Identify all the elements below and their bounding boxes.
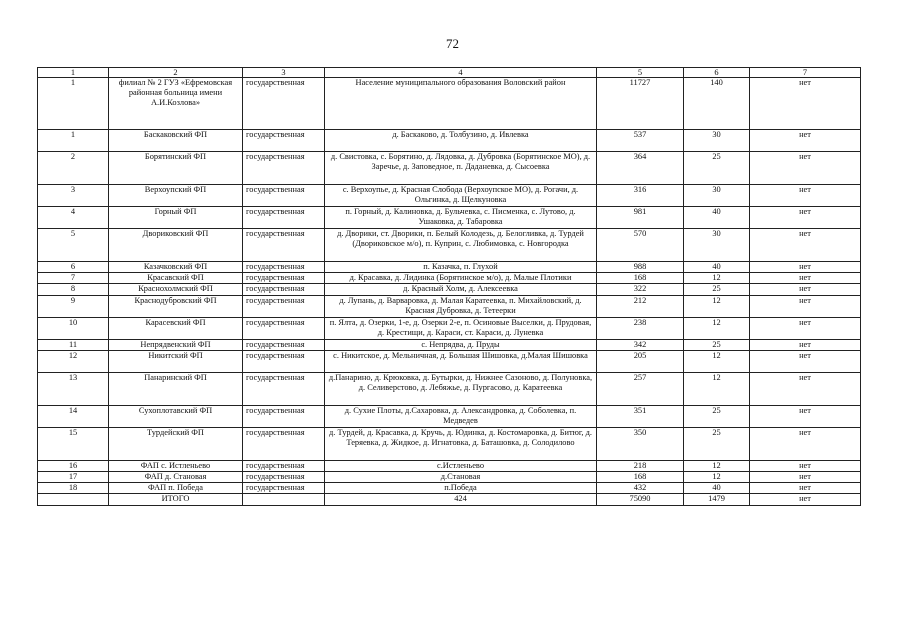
population: 168 [597,273,684,284]
total-service-area: 424 [325,494,597,505]
table-row [38,284,861,295]
column-header: 3 [243,68,325,78]
population: 988 [597,262,684,273]
total-row [38,494,861,505]
ownership-form: государственная [243,472,325,483]
ownership-form: государственная [243,350,325,372]
facility-name: Карасевский ФП [109,317,243,339]
ownership-form: государственная [243,405,325,427]
facility-name: Панаринский ФП [109,372,243,405]
total-row-number [38,494,109,505]
table-row [38,207,861,229]
table-row [38,295,861,317]
population: 205 [597,350,684,372]
facility-name: Двориковский ФП [109,229,243,262]
row-number: 17 [38,472,109,483]
ownership-form: государственная [243,483,325,494]
facility-name: Сухоплотавский ФП [109,405,243,427]
status: нет [750,152,861,185]
facility-name: Баскаковский ФП [109,130,243,152]
total-facility-name: ИТОГО [109,494,243,505]
population: 351 [597,405,684,427]
facility-name: филиал № 2 ГУЗ «Ефремовская районная больница имени А.И.Козлова» [109,78,243,130]
row-number: 1 [38,130,109,152]
table-row [38,427,861,460]
ownership-form: государственная [243,273,325,284]
table-row [38,350,861,372]
status: нет [750,130,861,152]
population: 981 [597,207,684,229]
service-area: с. Никитское, д. Мельничная, д. Большая Шишовка, д.Малая Шишовка [325,350,597,372]
facility-name: Красавский ФП [109,273,243,284]
service-area: п. Ялта, д. Озерки, 1-е, д. Озерки 2-е, п. Осиновые Выселки, д. Прудовая, д. Крестищи, д. Караси, ст. Караси, д. Луневка [325,317,597,339]
facility-name: Краснохолмский ФП [109,284,243,295]
table-row [38,405,861,427]
status: нет [750,460,861,471]
service-area: п.Победа [325,483,597,494]
column-header: 6 [684,68,750,78]
population: 432 [597,483,684,494]
population: 238 [597,317,684,339]
page-number: 72 [446,36,459,51]
table-row [38,130,861,152]
capacity: 12 [684,350,750,372]
total-ownership-form [243,494,325,505]
capacity: 25 [684,427,750,460]
capacity: 12 [684,273,750,284]
capacity: 12 [684,372,750,405]
capacity: 25 [684,284,750,295]
status: нет [750,350,861,372]
status: нет [750,185,861,207]
table-row [38,472,861,483]
status: нет [750,207,861,229]
row-number: 4 [38,207,109,229]
capacity: 40 [684,262,750,273]
service-area: п. Горный, д. Калиновка, д. Бульчевка, с. Писменка, с. Лутово, д. Ушаковка, д. Табаровка [325,207,597,229]
service-area: д. Красавка, д. Лидинка (Борятинское м/о), д. Малые Плотики [325,273,597,284]
status: нет [750,427,861,460]
service-area: д. Красный Холм, д. Алексеевка [325,284,597,295]
row-number: 16 [38,460,109,471]
population: 570 [597,229,684,262]
row-number: 1 [38,78,109,130]
ownership-form: государственная [243,284,325,295]
total-capacity: 1479 [684,494,750,505]
status: нет [750,317,861,339]
capacity: 12 [684,460,750,471]
ownership-form: государственная [243,372,325,405]
facility-name: ФАП с. Истленьево [109,460,243,471]
population: 212 [597,295,684,317]
status: нет [750,78,861,130]
row-number: 7 [38,273,109,284]
ownership-form: государственная [243,78,325,130]
population: 364 [597,152,684,185]
population: 537 [597,130,684,152]
facility-name: Краснодубровский ФП [109,295,243,317]
population: 350 [597,427,684,460]
population: 322 [597,284,684,295]
row-number: 10 [38,317,109,339]
facility-name: ФАП д. Становая [109,472,243,483]
service-area: д.Становая [325,472,597,483]
capacity: 40 [684,207,750,229]
facility-name: Горный ФП [109,207,243,229]
row-number: 14 [38,405,109,427]
ownership-form: государственная [243,427,325,460]
service-area: д. Лупань, д. Варваровка, д. Малая Каратеевка, п. Михайловский, д. Красная Дубровка, д. Тетеерки [325,295,597,317]
status: нет [750,472,861,483]
facility-name: Казачковский ФП [109,262,243,273]
status: нет [750,483,861,494]
capacity: 140 [684,78,750,130]
status: нет [750,262,861,273]
column-header: 2 [109,68,243,78]
ownership-form: государственная [243,207,325,229]
service-area: с.Истленьево [325,460,597,471]
population: 11727 [597,78,684,130]
table-row [38,78,861,130]
ownership-form: государственная [243,339,325,350]
facility-name: Никитский ФП [109,350,243,372]
row-number: 13 [38,372,109,405]
facilities-table [37,67,861,506]
capacity: 30 [684,229,750,262]
service-area: п. Казачка, п. Глухой [325,262,597,273]
service-area: с. Непрядва, д. Пруды [325,339,597,350]
service-area: д. Сухие Плоты, д.Сахаровка, д. Александровка, д. Соболевка, п. Медведев [325,405,597,427]
service-area: с. Верхоупье, д. Красная Слобода (Верхоупское МО), д. Рогачи, д. Ольгинка, д. Щелкуновка [325,185,597,207]
total-status: нет [750,494,861,505]
table-row [38,339,861,350]
ownership-form: государственная [243,185,325,207]
table-row [38,273,861,284]
row-number: 9 [38,295,109,317]
facility-name: Непрядвенский ФП [109,339,243,350]
population: 218 [597,460,684,471]
row-number: 6 [38,262,109,273]
row-number: 3 [38,185,109,207]
service-area: д. Турдей, д. Красавка, д. Кручь, д. Юдинка, д. Костомаровка, д. Битюг, д. Теряевка, д. Жидкое, д. Игнатовка, д. Баташовка, д. Солодилово [325,427,597,460]
facility-name: Турдейский ФП [109,427,243,460]
capacity: 12 [684,295,750,317]
capacity: 30 [684,130,750,152]
row-number: 12 [38,350,109,372]
ownership-form: государственная [243,229,325,262]
service-area: д.Панарино, д. Крюковка, д. Бутырки, д. Нижнее Сазоново, д. Полуновка, д. Селиверстово, д. Лебяжье, д. Пургасово, д. Каратеевка [325,372,597,405]
table-row [38,152,861,185]
capacity: 30 [684,185,750,207]
status: нет [750,295,861,317]
service-area: Население муниципального образования Воловский район [325,78,597,130]
row-number: 15 [38,427,109,460]
ownership-form: государственная [243,130,325,152]
table-row [38,185,861,207]
capacity: 25 [684,152,750,185]
facility-name: Верхоупский ФП [109,185,243,207]
row-number: 2 [38,152,109,185]
capacity: 25 [684,339,750,350]
service-area: д. Баскаково, д. Толбузино, д. Ивлевка [325,130,597,152]
table-row [38,483,861,494]
column-header: 4 [325,68,597,78]
row-number: 8 [38,284,109,295]
ownership-form: государственная [243,152,325,185]
status: нет [750,339,861,350]
facility-name: ФАП п. Победа [109,483,243,494]
ownership-form: государственная [243,295,325,317]
table-row [38,262,861,273]
status: нет [750,229,861,262]
status: нет [750,372,861,405]
column-header: 1 [38,68,109,78]
service-area: д. Дворики, ст. Дворики, п. Белый Колодезь, д. Белогливка, д. Турдей (Двориковское м/о), п. Куприн, с. Любимовка, с. Новгородка [325,229,597,262]
row-number: 5 [38,229,109,262]
table-row [38,460,861,471]
population: 316 [597,185,684,207]
capacity: 25 [684,405,750,427]
ownership-form: государственная [243,317,325,339]
population: 342 [597,339,684,350]
capacity: 12 [684,317,750,339]
population: 168 [597,472,684,483]
service-area: д. Свистовка, с. Борятино, д. Лядовка, д. Дубровка (Борятинское МО), д. Заречье, д. Заповедное, п. Даданевка, д. Сысоевка [325,152,597,185]
status: нет [750,405,861,427]
column-header: 7 [750,68,861,78]
row-number: 11 [38,339,109,350]
facility-name: Борятинский ФП [109,152,243,185]
capacity: 40 [684,483,750,494]
table-row [38,317,861,339]
table-row [38,372,861,405]
ownership-form: государственная [243,262,325,273]
total-population: 75090 [597,494,684,505]
capacity: 12 [684,472,750,483]
column-header: 5 [597,68,684,78]
status: нет [750,273,861,284]
row-number: 18 [38,483,109,494]
population: 257 [597,372,684,405]
ownership-form: государственная [243,460,325,471]
status: нет [750,284,861,295]
table-row [38,229,861,262]
header-row [38,68,861,78]
